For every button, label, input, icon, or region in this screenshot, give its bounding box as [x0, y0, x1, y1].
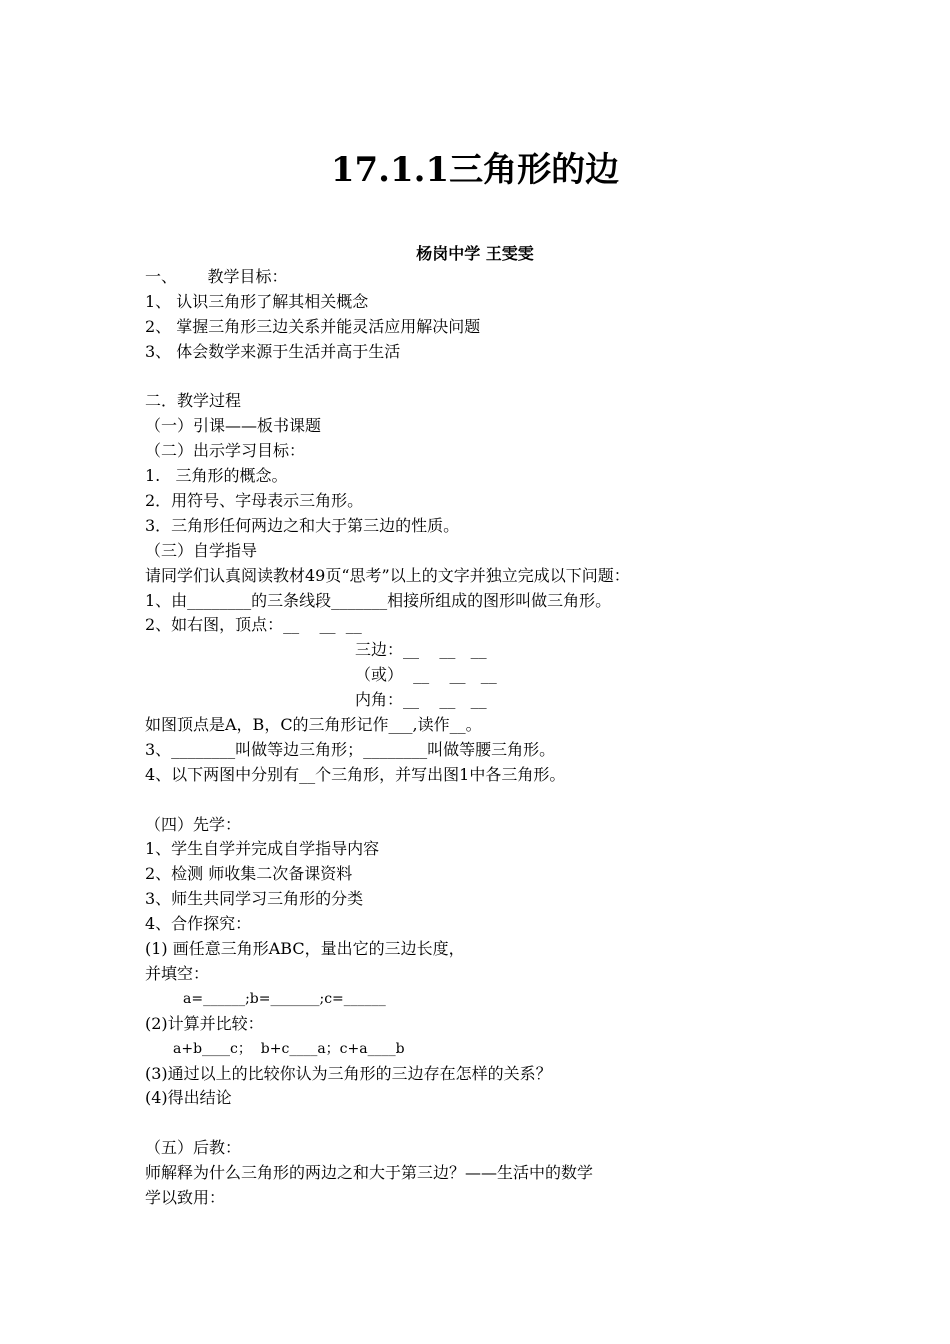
body-line: 二．教学过程	[145, 391, 242, 411]
body-line: 4、合作探究：	[145, 914, 252, 934]
document-body	[145, 265, 825, 1211]
document-title: 17.1.1三角形的边	[330, 150, 620, 190]
body-line: 2、 掌握三角形三边关系并能灵活应用解决问题	[145, 316, 481, 336]
blank-line	[145, 788, 825, 813]
body-line: 2．用符号、字母表示三角形。	[145, 491, 364, 511]
body-line: 请同学们认真阅读教材49页“思考”以上的文字并独立完成以下问题：	[145, 565, 630, 585]
body-line: 3、 体会数学来源于生活并高于生活	[145, 341, 401, 361]
body-line: 3、________叫做等边三角形；________叫做等腰三角形。	[145, 739, 556, 759]
body-line: 1、由________的三条线段_______相接所组成的图形叫做三角形。	[145, 590, 612, 610]
body-line: （或） __ __ __	[355, 665, 497, 685]
body-line: 师解释为什么三角形的两边之和大于第三边？——生活中的数学	[145, 1163, 594, 1183]
body-line: 1. 三角形的概念。	[145, 466, 288, 486]
body-line: 1、学生自学并完成自学指导内容	[145, 839, 380, 859]
body-line: (1) 画任意三角形ABC，量出它的三边长度，	[145, 939, 465, 959]
body-line: （四）先学：	[145, 814, 242, 834]
body-line: a+b____c； b+c____a；c+a____b	[173, 1040, 405, 1057]
body-line: 如图顶点是A，B，C的三角形记作___,读作__。	[145, 715, 482, 735]
body-line: （二）出示学习目标：	[145, 441, 306, 461]
body-line: 三边：__ __ __	[355, 640, 487, 660]
body-line: (4)得出结论	[145, 1088, 232, 1108]
body-line: a=______;b=_______;c=______	[183, 990, 386, 1007]
body-line: 内角：__ __ __	[355, 690, 487, 710]
body-line: 2、如右图，顶点：__ __ __	[145, 615, 362, 635]
body-line: 一、 教学目标：	[145, 267, 288, 286]
body-line: 1、 认识三角形了解其相关概念	[145, 291, 369, 311]
body-line: （一）引课——板书课题	[145, 416, 322, 436]
author-line: 杨岗中学 王雯雯	[416, 244, 534, 263]
body-line: 3．三角形任何两边之和大于第三边的性质。	[145, 515, 460, 535]
body-line: （五）后教：	[145, 1138, 242, 1158]
body-line: 学以致用：	[145, 1187, 226, 1207]
body-line: (2)计算并比较：	[145, 1013, 264, 1033]
blank-line	[145, 365, 825, 390]
blank-line	[145, 1111, 825, 1136]
body-line: 3、师生共同学习三角形的分类	[145, 889, 364, 909]
body-line: 2、检测 师收集二次备课资料	[145, 864, 353, 884]
body-line: (3)通过以上的比较你认为三角形的三边存在怎样的关系？	[145, 1063, 552, 1083]
body-line: 并填空：	[145, 963, 210, 983]
body-line: （三）自学指导	[145, 540, 258, 560]
body-line: 4、以下两图中分别有__个三角形，并写出图1中各三角形。	[145, 764, 566, 784]
